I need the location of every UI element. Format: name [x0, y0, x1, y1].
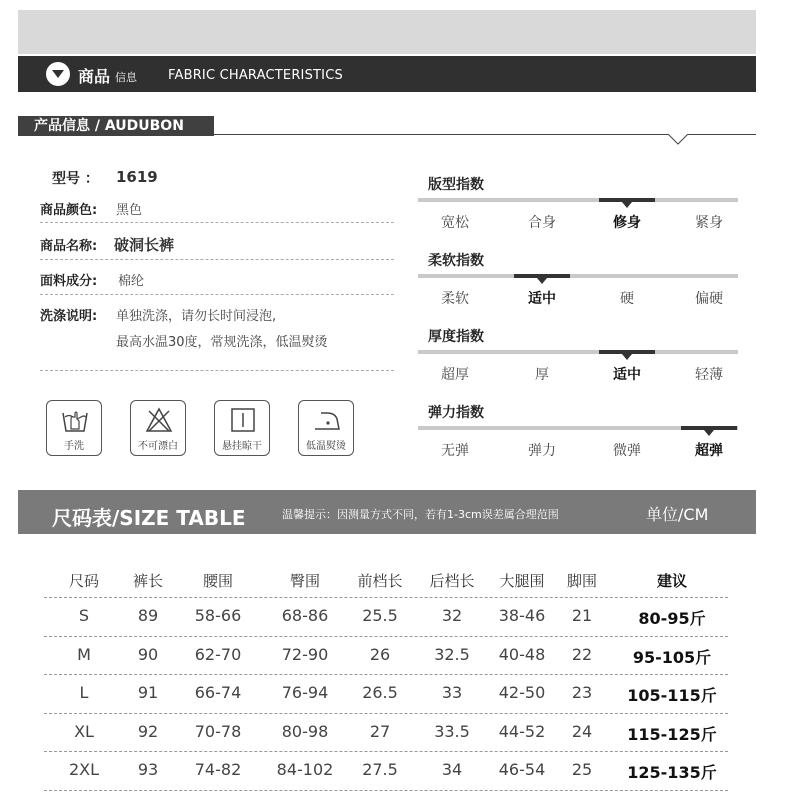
index-option: 宽松: [441, 215, 469, 231]
fabric-value: 棉纶: [118, 274, 145, 289]
model-value: 1619: [116, 168, 158, 186]
table-cell: 42-50: [498, 683, 546, 702]
wash-value-line1: 单独洗涤，请勿长时间浸泡,: [116, 309, 277, 324]
index-pointer-icon: [537, 278, 547, 284]
fabric-label: 面料成分:: [40, 274, 98, 289]
table-cell: 89: [137, 606, 159, 625]
table-cell: 90: [137, 645, 159, 664]
table-cell: 32.5: [434, 645, 470, 664]
table-cell: 84-102: [276, 760, 334, 779]
column-header: 裤长: [132, 572, 163, 590]
index-option: 微弹: [613, 443, 641, 459]
table-cell: 80-95斤: [638, 609, 706, 628]
dashed-divider: [40, 222, 394, 223]
table-cell: 27: [369, 722, 391, 741]
row-divider: [44, 751, 728, 752]
index-option: 超厚: [441, 367, 469, 383]
index-option: 柔软: [441, 291, 469, 307]
header-cn-sub: 信息: [115, 71, 137, 84]
hand-wash-icon: [61, 407, 89, 433]
table-cell: 105-115斤: [627, 686, 717, 705]
table-cell: 25.5: [362, 606, 398, 625]
table-cell: 24: [571, 722, 593, 741]
table-cell: 25: [571, 760, 593, 779]
index-title: 弹力指数: [428, 405, 484, 421]
row-divider: [44, 713, 728, 714]
index-title: 版型指数: [428, 177, 484, 193]
index-option: 偏硬: [695, 291, 723, 307]
row-divider: [44, 674, 728, 675]
table-cell: 46-54: [498, 760, 546, 779]
table-cell: 22: [571, 645, 593, 664]
table-cell: 80-98: [281, 722, 329, 741]
table-cell: 33: [441, 683, 463, 702]
size-table-tip: 温馨提示：因测量方式不同，若有1-3cm误差属合理范围: [282, 508, 559, 521]
care-hand-wash: [46, 400, 102, 456]
wash-label: 洗涤说明:: [40, 309, 98, 324]
index-option: 无弹: [441, 443, 469, 459]
table-cell: 93: [137, 760, 159, 779]
index-option: 超弹: [695, 443, 723, 459]
row-divider: [44, 636, 728, 637]
table-cell: 44-52: [498, 722, 546, 741]
index-option: 弹力: [528, 443, 556, 459]
care-label: 不可漂白: [138, 441, 178, 452]
table-cell: 70-78: [194, 722, 242, 741]
table-cell: 27.5: [362, 760, 398, 779]
no-bleach-icon: [145, 407, 173, 433]
index-pointer-icon: [704, 430, 714, 436]
index-option: 紧身: [695, 215, 723, 231]
care-no-bleach: [130, 400, 186, 456]
color-value: 黑色: [116, 203, 143, 218]
table-cell: 115-125斤: [627, 725, 717, 744]
care-low-iron: [298, 400, 354, 456]
index-title: 厚度指数: [428, 329, 484, 345]
table-cell: 38-46: [498, 606, 546, 625]
index-option: 修身: [613, 215, 641, 231]
wash-value-line2: 最高水温30度，常规洗涤，低温熨烫: [116, 335, 328, 350]
name-value: 破洞长裤: [114, 236, 175, 254]
care-label: 悬挂晾干: [222, 441, 262, 452]
size-table-title: 尺码表/SIZE TABLE: [52, 506, 246, 530]
model-label: 型号 ：: [52, 171, 99, 187]
low-iron-icon: [313, 407, 341, 433]
column-header: 建议: [656, 572, 687, 590]
fabric-header-bar: [18, 56, 756, 92]
row-divider: [44, 790, 728, 791]
index-option: 硬: [620, 291, 634, 307]
table-cell: 26.5: [362, 683, 398, 702]
care-label: 手洗: [64, 441, 84, 452]
table-cell: 62-70: [194, 645, 242, 664]
table-cell: 2XL: [68, 760, 100, 779]
table-cell: 32: [441, 606, 463, 625]
header-cn-title: 商品: [78, 67, 111, 86]
table-cell: 72-90: [281, 645, 329, 664]
care-hang-dry: [214, 400, 270, 456]
index-title: 柔软指数: [428, 253, 484, 269]
table-cell: 74-82: [194, 760, 242, 779]
care-label: 低温熨烫: [306, 441, 346, 452]
top-banner: [18, 10, 756, 54]
index-pointer-icon: [622, 354, 632, 360]
table-cell: XL: [74, 722, 94, 741]
index-track: [418, 274, 738, 278]
index-option: 适中: [528, 291, 556, 307]
index-option: 适中: [613, 367, 641, 383]
size-table-unit: 单位/CM: [646, 505, 709, 524]
header-en-title: FABRIC CHARACTERISTICS: [168, 68, 343, 83]
hang-dry-icon: [229, 407, 257, 433]
color-label: 商品颜色:: [40, 203, 98, 218]
table-cell: 33.5: [434, 722, 470, 741]
column-header: 尺码: [68, 572, 99, 590]
table-cell: 76-94: [281, 683, 329, 702]
size-table-header: [18, 490, 756, 534]
table-cell: 125-135斤: [627, 763, 717, 782]
notch-icon: [668, 134, 688, 146]
name-label: 商品名称:: [40, 239, 98, 254]
table-cell: 26: [369, 645, 391, 664]
column-header: 前档长: [357, 572, 403, 590]
column-header: 臀围: [289, 572, 320, 590]
dashed-divider: [40, 370, 394, 371]
product-info-tab: 产品信息 / AUDUBON: [18, 116, 214, 136]
column-header: 腰围: [202, 572, 233, 590]
column-header: 后档长: [429, 572, 475, 590]
table-cell: 40-48: [498, 645, 546, 664]
index-option: 合身: [528, 215, 556, 231]
table-cell: 66-74: [194, 683, 242, 702]
table-cell: 95-105斤: [632, 648, 712, 667]
column-header: 脚围: [566, 572, 597, 590]
table-cell: 68-86: [281, 606, 329, 625]
index-option: 厚: [535, 367, 549, 383]
dashed-divider: [40, 294, 394, 295]
table-cell: M: [77, 645, 91, 664]
table-cell: 23: [571, 683, 593, 702]
row-divider: [44, 597, 728, 598]
index-track: [418, 350, 738, 354]
table-cell: 58-66: [194, 606, 242, 625]
table-cell: 34: [441, 760, 463, 779]
table-cell: 21: [571, 606, 593, 625]
table-cell: 92: [137, 722, 159, 741]
dashed-divider: [40, 259, 394, 260]
index-track: [418, 198, 738, 202]
table-cell: L: [79, 683, 89, 702]
column-header: 大腿围: [499, 572, 545, 590]
index-pointer-icon: [622, 202, 632, 208]
table-cell: S: [78, 606, 90, 625]
triangle-down-icon: [46, 62, 70, 86]
index-option: 轻薄: [695, 367, 723, 383]
table-cell: 91: [137, 683, 159, 702]
